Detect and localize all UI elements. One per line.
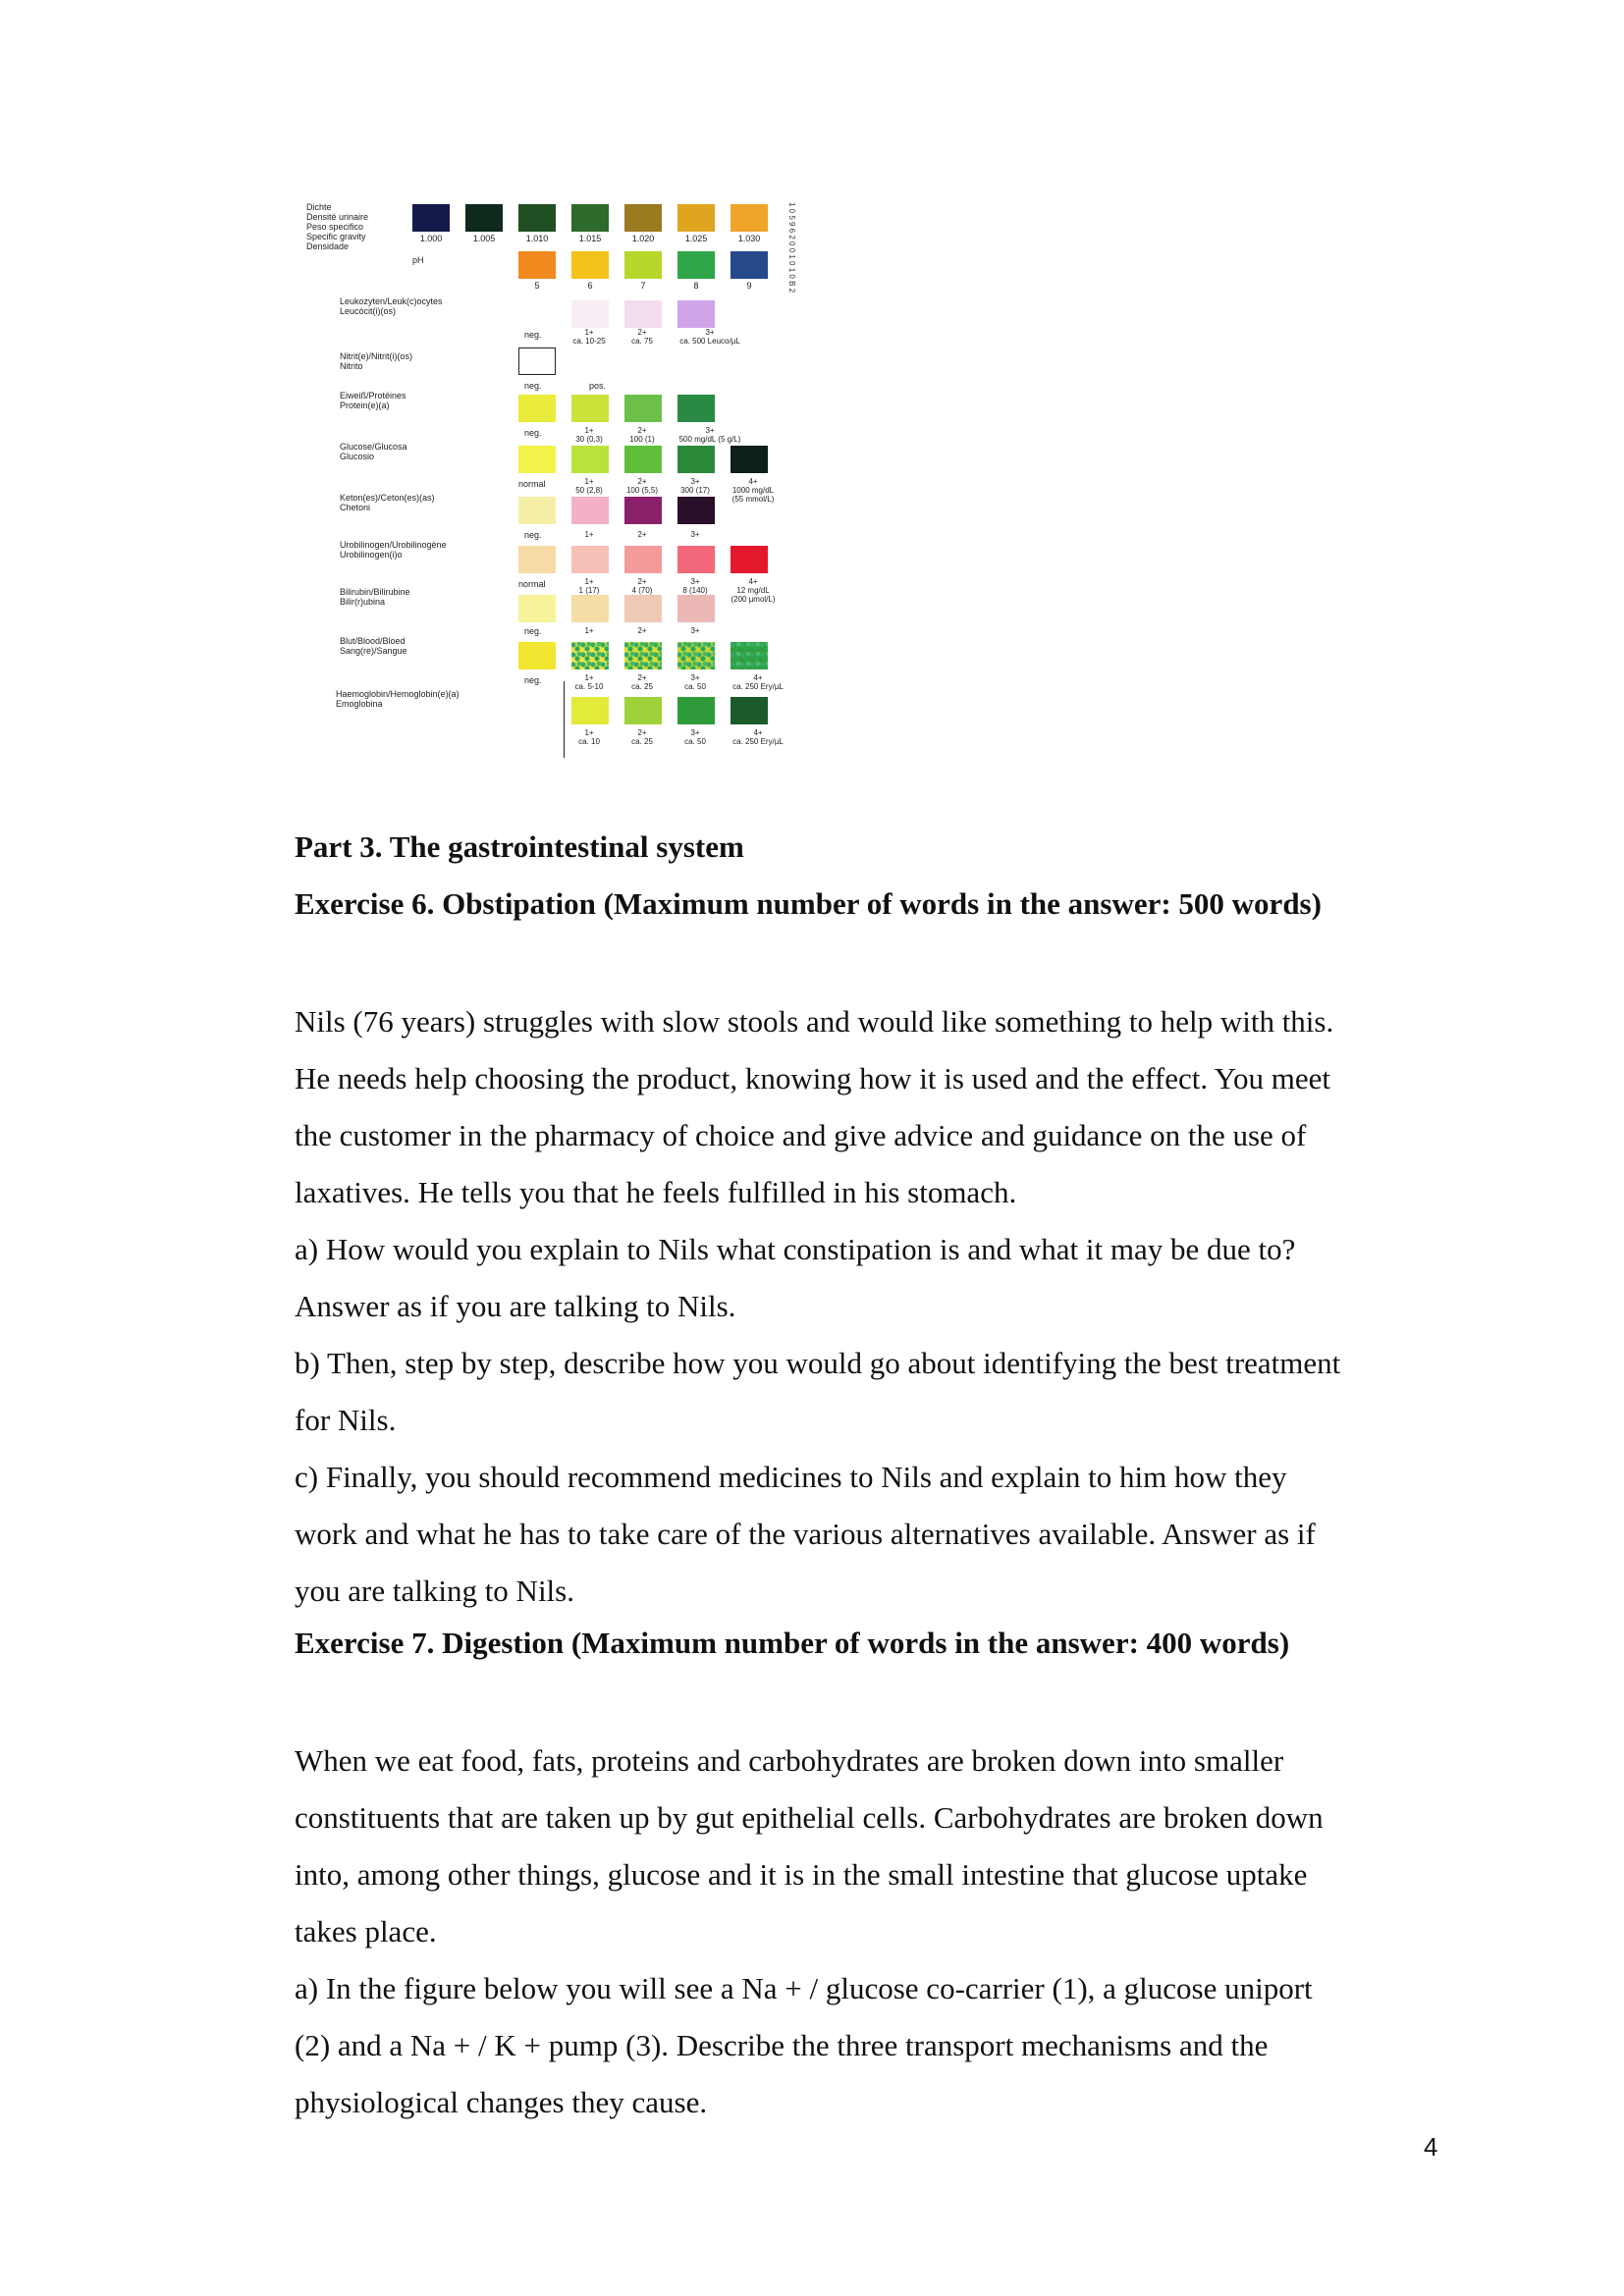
text-line: into, among other things, glucose and it is in the small intestine that glucose uptake: [295, 1857, 1308, 1892]
swatch-ph-6: [571, 251, 609, 279]
exercise-7-title: Exercise 7. Digestion (Maximum number of words in the answer: 400 words): [295, 1626, 1290, 1660]
protein-sub: 1+ 30 (0,3): [575, 426, 603, 444]
text-line: (2) and a Na + / K + pump (3). Describe the three transport mechanisms and the: [295, 2028, 1269, 2062]
blood-label: Blut/Blood/Bloed Sang(re)/Sangue: [340, 636, 407, 656]
blood-sub: 3+ ca. 50: [684, 673, 706, 691]
glucose-sub: 1+ 50 (2,8): [575, 477, 603, 495]
swatch-glucose-1: [518, 446, 556, 473]
text-line: constituents that are taken up by gut epithelial cells. Carbohydrates are broken down: [295, 1800, 1324, 1835]
swatch-haemo-1: [571, 697, 609, 724]
swatch-ph-8: [677, 251, 715, 279]
protein-sub: 2+ 100 (1): [629, 426, 655, 444]
text-line: you are talking to Nils.: [295, 1574, 574, 1608]
blood-neg: neg.: [524, 675, 542, 685]
ph-label: pH: [412, 255, 424, 265]
swatch-density-5: [624, 204, 662, 232]
text-line: b) Then, step by step, describe how you would go about identifying the best treatment: [295, 1346, 1341, 1380]
swatch-nitrit-neg: [518, 347, 556, 375]
text-line: He needs help choosing the product, knowing how it is used and the effect. You meet: [295, 1061, 1330, 1095]
swatch-urobil-3: [624, 546, 662, 573]
bili-sub: 3+: [690, 626, 700, 635]
part-title: Part 3. The gastrointestinal system: [295, 829, 744, 864]
text-line: Nils (76 years) struggles with slow stools and would like something to help with this.: [295, 1004, 1334, 1039]
swatch-blood-3: [677, 642, 715, 669]
text-line: c) Finally, you should recommend medicines to Nils and explain to him how they: [295, 1460, 1287, 1494]
haemo-sub: 4+ ca. 250 Ery/µL: [732, 728, 784, 746]
urine-test-color-chart: [297, 194, 815, 756]
swatch-density-6: [677, 204, 715, 232]
bili-sub: 1+: [584, 626, 594, 635]
urobil-sub: 2+ 4 (70): [631, 577, 653, 595]
nitrit-neg: neg.: [524, 381, 542, 391]
leuko-sub: 1+ ca. 10-25: [572, 328, 606, 346]
swatch-keton-2: [571, 497, 609, 524]
swatch-protein-1: [518, 395, 556, 422]
swatch-keton-1: [518, 497, 556, 524]
swatch-urobil-5: [731, 546, 768, 573]
ketones-label: Keton(es)/Ceton(es)(as) Chetoni: [340, 493, 435, 512]
density-tick: 1.005: [472, 234, 496, 243]
ph-tick: 6: [587, 281, 593, 291]
swatch-leuko-1: [571, 300, 609, 328]
ph-tick: 7: [640, 281, 646, 291]
haemoglobin-label: Haemoglobin/Hemoglobin(e)(a) Emoglobina: [336, 689, 460, 709]
text-line: for Nils.: [295, 1403, 397, 1437]
density-tick: 1.000: [419, 234, 443, 243]
density-tick: 1.015: [578, 234, 602, 243]
urobil-normal: normal: [518, 579, 546, 589]
keton-sub: 3+: [690, 530, 700, 539]
swatch-blood-neg: [518, 642, 556, 669]
ph-tick: 5: [534, 281, 540, 291]
glucose-normal: normal: [518, 479, 546, 489]
swatch-blood-1: [571, 642, 609, 669]
text-line: takes place.: [295, 1914, 437, 1949]
bili-neg: neg.: [524, 626, 542, 636]
text-line: Answer as if you are talking to Nils.: [295, 1289, 736, 1323]
urobil-sub: 3+ 8 (140): [682, 577, 708, 595]
glucose-sub: 3+ 300 (17): [680, 477, 710, 495]
swatch-haemo-4: [731, 697, 768, 724]
swatch-bili-3: [624, 595, 662, 622]
density-label: Dichte Densité urinaire Peso specifico Specific gravity Densidade: [306, 202, 369, 251]
ph-tick: 9: [746, 281, 752, 291]
keton-sub: 1+: [584, 530, 594, 539]
swatch-blood-2: [624, 642, 662, 669]
nitrite-label: Nitrit(e)/Nitrit(i)(os) Nitrito: [340, 351, 412, 371]
text-line: a) How would you explain to Nils what constipation is and what it may be due to?: [295, 1232, 1296, 1266]
blood-sub: 4+ ca. 250 Ery/µL: [732, 673, 784, 691]
leuko-neg: neg.: [524, 330, 542, 340]
glucose-label: Glucose/Glucosa Glucosio: [340, 442, 407, 461]
glucose-sub: 2+ 100 (5,5): [625, 477, 659, 495]
leuko-sub: 3+ ca. 500 Leuco/µL: [679, 328, 740, 346]
swatch-bili-1: [518, 595, 556, 622]
swatch-density-7: [731, 204, 768, 232]
text-line: When we eat food, fats, proteins and carbohydrates are broken down into smaller: [295, 1743, 1284, 1778]
text-line: physiological changes they cause.: [295, 2085, 708, 2119]
swatch-bili-2: [571, 595, 609, 622]
glucose-sub: 4+ 1000 mg/dL (55 mmol/L): [731, 477, 775, 504]
haemo-sub: 3+ ca. 50: [684, 728, 706, 746]
exercise-7-text: [295, 1733, 1424, 2131]
protein-neg: neg.: [524, 428, 542, 438]
exercise-6-title: Exercise 6. Obstipation (Maximum number of words in the answer: 500 words): [295, 886, 1322, 921]
haemo-sub: 1+ ca. 10: [578, 728, 600, 746]
text-line: work and what he has to take care of the various alternatives available. Answer as if: [295, 1517, 1316, 1551]
swatch-keton-4: [677, 497, 715, 524]
swatch-ph-9: [731, 251, 768, 279]
text-line: the customer in the pharmacy of choice and give advice and guidance on the use of: [295, 1118, 1307, 1152]
swatch-density-1: [412, 204, 450, 232]
exercise-6-text: [295, 993, 1424, 1620]
swatch-glucose-5: [731, 446, 768, 473]
protein-label: Eiweiß/Protéines Protein(e)(a): [340, 391, 406, 410]
page-number: 4: [1424, 2132, 1438, 2162]
swatch-glucose-4: [677, 446, 715, 473]
haemo-sub: 2+ ca. 25: [631, 728, 653, 746]
bilirubin-label: Bilirubin/Bilirubine Bilir(r)ubina: [340, 587, 410, 607]
swatch-protein-3: [624, 395, 662, 422]
text-line: laxatives. He tells you that he feels fulfilled in his stomach.: [295, 1175, 1017, 1209]
ph-tick: 8: [693, 281, 699, 291]
swatch-ph-7: [624, 251, 662, 279]
blood-sub: 1+ ca. 5-10: [574, 673, 604, 691]
density-tick: 1.020: [631, 234, 655, 243]
swatch-density-4: [571, 204, 609, 232]
density-tick: 1.010: [525, 234, 549, 243]
swatch-leuko-3: [677, 300, 715, 328]
bili-sub: 2+: [637, 626, 647, 635]
swatch-urobil-2: [571, 546, 609, 573]
swatch-haemo-3: [677, 697, 715, 724]
swatch-protein-2: [571, 395, 609, 422]
swatch-keton-3: [624, 497, 662, 524]
blood-sub: 2+ ca. 25: [631, 673, 653, 691]
keton-sub: 2+: [637, 530, 647, 539]
protein-sub: 3+ 500 mg/dL (5 g/L): [678, 426, 741, 444]
urobil-sub: 4+ 12 mg/dL (200 µmol/L): [731, 577, 776, 604]
swatch-density-3: [518, 204, 556, 232]
keton-neg: neg.: [524, 530, 542, 540]
leuko-sub: 2+ ca. 75: [631, 328, 653, 346]
swatch-glucose-2: [571, 446, 609, 473]
swatch-urobil-4: [677, 546, 715, 573]
chart-side-code: 1 0 5 9 6 2 0 0 1 0 1 0 B 2: [787, 202, 796, 294]
density-tick: 1.025: [684, 234, 708, 243]
haemoglobin-bracket: [564, 681, 565, 758]
swatch-haemo-2: [624, 697, 662, 724]
swatch-ph-5: [518, 251, 556, 279]
leukocytes-label: Leukozyten/Leuk(c)ocytes Leucócit(i)(os): [340, 296, 443, 316]
urobilinogen-label: Urobilinogen/Urobilinogène Urobilinogen(i)o: [340, 540, 447, 560]
swatch-blood-4: [731, 642, 768, 669]
swatch-density-2: [465, 204, 503, 232]
density-tick: 1.030: [737, 234, 761, 243]
swatch-protein-4: [677, 395, 715, 422]
swatch-bili-4: [677, 595, 715, 622]
swatch-glucose-3: [624, 446, 662, 473]
swatch-urobil-1: [518, 546, 556, 573]
text-line: a) In the figure below you will see a Na + / glucose co-carrier (1), a glucose uniport: [295, 1971, 1313, 2005]
nitrit-pos: pos.: [589, 381, 607, 391]
swatch-leuko-2: [624, 300, 662, 328]
urobil-sub: 1+ 1 (17): [578, 577, 600, 595]
